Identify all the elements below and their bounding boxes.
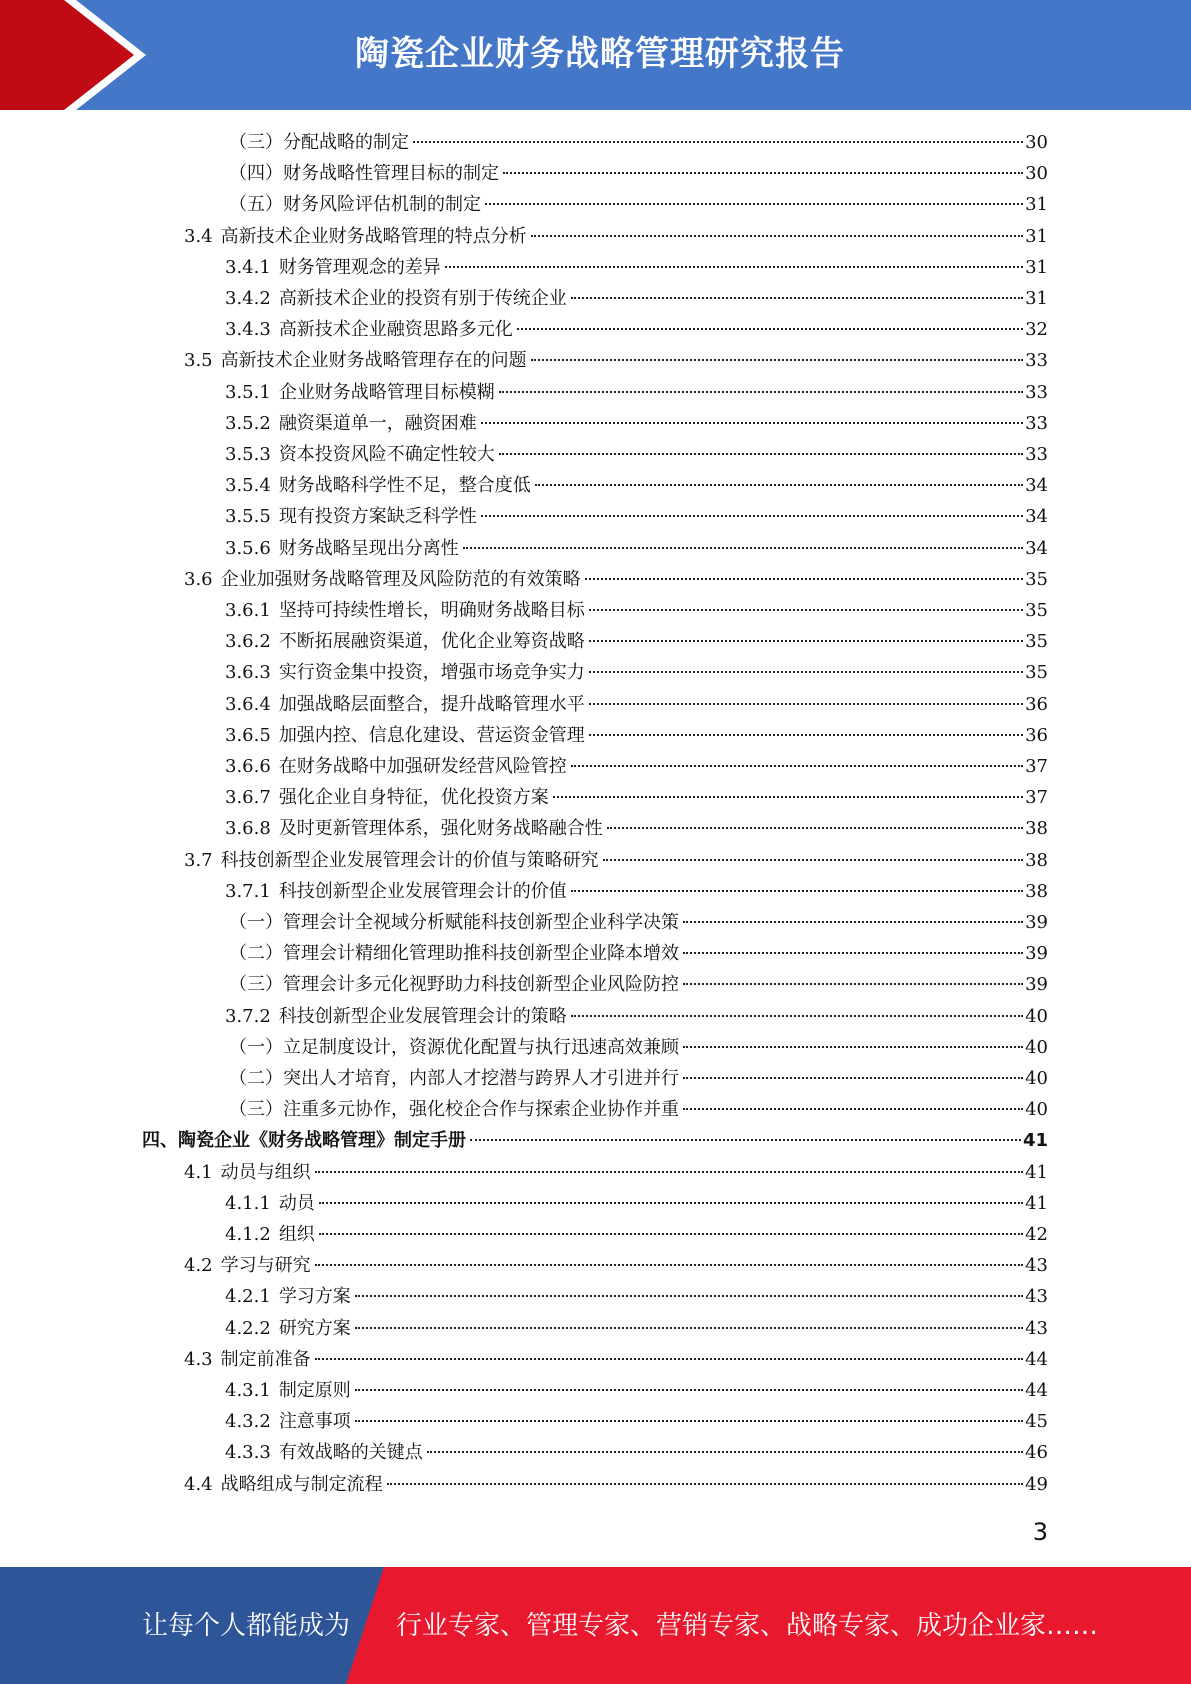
toc-entry[interactable]	[229, 1063, 1048, 1094]
toc-dot-leader	[499, 390, 1023, 393]
toc-entry-number: 4.3.1	[225, 1380, 271, 1401]
toc-entry[interactable]	[229, 907, 1048, 938]
toc-entry-number: 3.4.2	[225, 288, 271, 309]
toc-entry[interactable]	[225, 1281, 1048, 1312]
toc-entry-page: 37	[1025, 756, 1048, 777]
page-header	[0, 0, 1191, 110]
toc-entry-number: 3.7.2	[225, 1005, 271, 1027]
toc-entry-page: 43	[1025, 1317, 1048, 1339]
toc-entry[interactable]	[225, 595, 1048, 626]
toc-entry-page: 44	[1025, 1348, 1048, 1370]
toc-entry-page: 45	[1025, 1411, 1048, 1433]
toc-dot-leader	[585, 577, 1023, 580]
toc-entry[interactable]	[225, 533, 1048, 564]
document-title: 陶瓷企业财务战略管理研究报告	[355, 34, 845, 74]
toc-entry-page: 43	[1025, 1255, 1048, 1277]
toc-dot-leader	[445, 265, 1023, 268]
toc-entry-title: 科技创新型企业发展管理会计的价值	[278, 880, 567, 902]
toc-dot-leader	[481, 514, 1023, 517]
toc-entry-number: 3.5	[184, 350, 213, 372]
toc-dot-leader	[315, 1170, 1023, 1173]
toc-entry-title: 科技创新型企业发展管理会计的策略	[278, 1005, 567, 1027]
toc-entry[interactable]	[225, 283, 1048, 314]
toc-entry-page: 31	[1025, 288, 1048, 309]
toc-entry-number: 3.5.2	[225, 412, 271, 434]
toc-entry-page: 36	[1025, 693, 1048, 715]
toc-entry-number: 4.4	[184, 1473, 213, 1495]
toc-dot-leader	[315, 1357, 1023, 1360]
toc-dot-leader	[683, 1107, 1023, 1110]
toc-entry-title: 及时更新管理体系，强化财务战略融合性	[278, 818, 603, 840]
toc-entry[interactable]	[225, 751, 1048, 782]
toc-entry-title: 研究方案	[278, 1317, 351, 1339]
toc-dot-leader	[683, 920, 1023, 923]
toc-entry[interactable]	[225, 1219, 1048, 1250]
toc-dot-leader	[589, 639, 1023, 642]
toc-entry[interactable]	[225, 1313, 1048, 1344]
toc-entry-title: 学习与研究	[220, 1255, 311, 1277]
toc-entry-title: 制定前准备	[220, 1348, 311, 1370]
toc-entry-title: 高新技术企业的投资有别于传统企业	[278, 288, 567, 309]
toc-dot-leader	[571, 764, 1023, 767]
toc-entry[interactable]	[225, 657, 1048, 688]
toc-entry-page: 40	[1025, 1005, 1048, 1027]
toc-dot-leader	[589, 670, 1023, 673]
toc-entry-page: 31	[1025, 256, 1048, 278]
toc-entry-number: 3.5.6	[225, 537, 271, 559]
toc-dot-leader	[607, 826, 1023, 829]
toc-dot-leader	[571, 889, 1023, 892]
toc-entry-page: 32	[1025, 319, 1048, 341]
toc-entry-number: 3.4.3	[225, 319, 271, 341]
toc-entry-number: 4.1.2	[225, 1224, 271, 1245]
toc-entry-number: 3.6.2	[225, 631, 271, 653]
toc-entry-number: 3.5.4	[225, 475, 271, 497]
toc-entry-title: 动员	[278, 1192, 315, 1214]
toc-entry-page: 36	[1025, 724, 1048, 746]
toc-entry-number: 3.6.8	[225, 818, 271, 840]
toc-entry-number: 3.5.1	[225, 381, 271, 403]
toc-dot-leader	[463, 546, 1023, 549]
toc-entry-title: 四、陶瓷企业《财务战略管理》制定手册	[142, 1130, 466, 1152]
toc-entry[interactable]	[225, 720, 1048, 751]
toc-entry-title: 现有投资方案缺乏科学性	[278, 506, 477, 528]
toc-entry-page: 31	[1025, 194, 1048, 216]
toc-entry-title: （三）注重多元协作，强化校企合作与探索企业协作并重	[229, 1099, 679, 1121]
toc-entry-title: （五）财务风险评估机制的制定	[229, 194, 481, 216]
toc-entry[interactable]	[225, 689, 1048, 720]
toc-dot-leader	[535, 483, 1023, 486]
toc-entry-title: 财务战略科学性不足，整合度低	[278, 475, 531, 497]
toc-entry-number: 4.2.1	[225, 1286, 271, 1308]
toc-dot-leader	[589, 702, 1023, 705]
toc-entry-title: （二）突出人才培育，内部人才挖潜与跨界人才引进并行	[229, 1068, 679, 1089]
toc-entry-number: 4.3	[184, 1348, 213, 1370]
toc-entry-title: 高新技术企业财务战略管理的特点分析	[220, 225, 527, 247]
toc-dot-leader	[553, 795, 1023, 798]
toc-entry-page: 41	[1025, 1192, 1048, 1214]
toc-entry-title: 财务战略呈现出分离性	[278, 537, 459, 559]
toc-entry[interactable]	[225, 408, 1048, 439]
toc-entry-number: 4.1	[184, 1161, 213, 1183]
toc-dot-leader	[319, 1201, 1023, 1204]
toc-entry[interactable]	[225, 1375, 1048, 1406]
toc-entry-page: 30	[1025, 132, 1048, 153]
page-footer	[0, 1567, 1191, 1684]
toc-entry-title: 高新技术企业融资思路多元化	[278, 319, 513, 341]
toc-entry-page: 42	[1025, 1224, 1048, 1245]
toc-entry-number: 3.6.7	[225, 787, 271, 809]
toc-entry-page: 40	[1025, 1068, 1048, 1089]
toc-dot-leader	[517, 327, 1023, 330]
toc-entry[interactable]	[184, 1344, 1048, 1375]
toc-entry-title: 不断拓展融资渠道，优化企业筹资战略	[278, 631, 585, 653]
toc-entry-page: 49	[1025, 1473, 1048, 1495]
toc-entry[interactable]	[225, 470, 1048, 501]
toc-entry[interactable]	[184, 1157, 1048, 1188]
toc-dot-leader	[470, 1138, 1021, 1141]
toc-dot-leader	[413, 140, 1023, 143]
toc-entry-title: 制定原则	[278, 1380, 351, 1401]
toc-entry-title: 企业加强财务战略管理及风险防范的有效策略	[220, 568, 581, 590]
toc-entry[interactable]	[225, 252, 1048, 283]
toc-entry[interactable]	[225, 782, 1048, 813]
toc-entry-page: 35	[1025, 568, 1048, 590]
toc-entry-title: 学习方案	[278, 1286, 351, 1308]
toc-entry-number: 3.4.1	[225, 256, 271, 278]
toc-entry[interactable]	[225, 813, 1048, 844]
toc-entry-title: 组织	[278, 1224, 315, 1245]
toc-dot-leader	[531, 358, 1023, 361]
toc-entry-page: 41	[1022, 1130, 1048, 1152]
page-number: 3	[1032, 1518, 1048, 1546]
toc-dot-leader	[571, 1014, 1023, 1017]
toc-entry[interactable]	[184, 221, 1048, 252]
toc-entry[interactable]	[229, 1032, 1048, 1063]
toc-entry-page: 40	[1025, 1099, 1048, 1121]
toc-entry[interactable]	[225, 314, 1048, 345]
toc-entry[interactable]	[225, 439, 1048, 470]
toc-entry-title: （三）分配战略的制定	[229, 132, 409, 153]
toc-entry[interactable]	[229, 127, 1048, 158]
toc-entry[interactable]	[225, 1437, 1048, 1468]
toc-entry-page: 33	[1025, 444, 1048, 465]
toc-entry-number: 3.6	[184, 568, 213, 590]
toc-entry-title: （一）立足制度设计，资源优化配置与执行迅速高效兼顾	[229, 1036, 679, 1058]
toc-entry-number: 3.4	[184, 225, 213, 247]
toc-entry-page: 41	[1025, 1161, 1048, 1183]
toc-entry-title: 强化企业自身特征，优化投资方案	[278, 787, 549, 809]
toc-dot-leader	[355, 1419, 1023, 1422]
toc-entry-title: 融资渠道单一，融资困难	[278, 412, 477, 434]
toc-dot-leader	[683, 1076, 1023, 1079]
toc-dot-leader	[315, 1263, 1023, 1266]
toc-entry-page: 38	[1025, 880, 1048, 902]
toc-dot-leader	[355, 1388, 1023, 1391]
toc-entry-title: 动员与组织	[220, 1161, 311, 1183]
toc-entry-title: （一）管理会计全视域分析赋能科技创新型企业科学决策	[229, 912, 679, 933]
toc-entry[interactable]	[184, 1469, 1048, 1500]
toc-entry-page: 33	[1025, 350, 1048, 372]
toc-entry-number: 3.5.5	[225, 506, 271, 528]
toc-dot-leader	[319, 1232, 1023, 1235]
toc-entry[interactable]	[225, 377, 1048, 408]
toc-entry-page: 34	[1025, 537, 1048, 559]
footer-slogan-right: 行业专家、管理专家、营销专家、战略专家、成功企业家……	[396, 1611, 1099, 1641]
toc-entry-number: 3.6.1	[225, 600, 271, 621]
toc-entry-title: 坚持可持续性增长，明确财务战略目标	[278, 600, 585, 621]
header-arrow-decoration	[0, 0, 160, 110]
toc-entry-title: 财务管理观念的差异	[278, 256, 441, 278]
toc-entry-page: 33	[1025, 412, 1048, 434]
toc-entry-page: 35	[1025, 631, 1048, 653]
toc-dot-leader	[485, 202, 1023, 205]
toc-entry-title: 在财务战略中加强研发经营风险管控	[278, 756, 567, 777]
toc-entry-title: 资本投资风险不确定性较大	[278, 444, 495, 465]
toc-dot-leader	[355, 1294, 1023, 1297]
toc-entry[interactable]	[229, 158, 1048, 189]
toc-entry-page: 39	[1025, 974, 1048, 996]
toc-entry-page: 34	[1025, 475, 1048, 497]
toc-entry[interactable]	[225, 501, 1048, 532]
toc-dot-leader	[503, 171, 1023, 174]
toc-entry-title: 科技创新型企业发展管理会计的价值与策略研究	[220, 849, 599, 871]
toc-dot-leader	[355, 1326, 1023, 1329]
toc-entry-title: 实行资金集中投资，增强市场竞争实力	[278, 662, 585, 684]
toc-entry[interactable]	[229, 1094, 1048, 1125]
toc-dot-leader	[481, 421, 1023, 424]
toc-entry-number: 3.7.1	[225, 880, 271, 902]
toc-entry-page: 31	[1025, 225, 1048, 247]
toc-entry-page: 35	[1025, 662, 1048, 684]
toc-entry[interactable]	[184, 1250, 1048, 1281]
toc-dot-leader	[571, 296, 1023, 299]
toc-dot-leader	[531, 234, 1023, 237]
toc-dot-leader	[603, 858, 1023, 861]
toc-entry-title: （三）管理会计多元化视野助力科技创新型企业风险防控	[229, 974, 679, 996]
toc-entry-number: 3.6.4	[225, 693, 271, 715]
toc-entry[interactable]	[229, 189, 1048, 220]
toc-entry-number: 3.6.5	[225, 724, 271, 746]
toc-entry[interactable]	[184, 345, 1048, 376]
toc-dot-leader	[387, 1482, 1023, 1485]
toc-entry-number: 4.2.2	[225, 1317, 271, 1339]
toc-dot-leader	[427, 1450, 1023, 1453]
toc-entry-number: 3.5.3	[225, 444, 271, 465]
toc-entry-number: 3.6.6	[225, 756, 271, 777]
toc-entry[interactable]	[225, 876, 1048, 907]
toc-entry-page: 38	[1025, 849, 1048, 871]
toc-entry-page: 30	[1025, 163, 1048, 185]
toc-entry[interactable]	[184, 845, 1048, 876]
toc-entry-page: 35	[1025, 600, 1048, 621]
toc-entry-title: 加强战略层面整合，提升战略管理水平	[278, 693, 585, 715]
toc-entry-page: 40	[1025, 1036, 1048, 1058]
toc-entry-number: 4.1.1	[225, 1192, 271, 1214]
toc-entry-number: 4.3.3	[225, 1442, 271, 1464]
toc-dot-leader	[683, 982, 1023, 985]
toc-entry-title: 战略组成与制定流程	[220, 1473, 383, 1495]
toc-entry-page: 39	[1025, 943, 1048, 965]
toc-entry-title: 高新技术企业财务战略管理存在的问题	[220, 350, 527, 372]
toc-entry-title: 企业财务战略管理目标模糊	[278, 381, 495, 403]
toc-entry-title: 注意事项	[278, 1411, 351, 1433]
toc-dot-leader	[589, 733, 1023, 736]
toc-entry-page: 38	[1025, 818, 1048, 840]
toc-entry-number: 4.3.2	[225, 1411, 271, 1433]
toc-entry-number: 3.7	[184, 849, 213, 871]
toc-dot-leader	[499, 452, 1023, 455]
toc-entry-title: 加强内控、信息化建设、营运资金管理	[278, 724, 585, 746]
toc-entry-number: 4.2	[184, 1255, 213, 1277]
footer-slogan-left: 让每个人都能成为	[142, 1611, 351, 1641]
toc-entry-title: （四）财务战略性管理目标的制定	[229, 163, 499, 185]
toc-entry-title: （二）管理会计精细化管理助推科技创新型企业降本增效	[229, 943, 679, 965]
toc-dot-leader	[683, 1045, 1023, 1048]
toc-entry-title: 有效战略的关键点	[278, 1442, 423, 1464]
toc-entry[interactable]	[229, 969, 1048, 1000]
toc-entry-page: 33	[1025, 381, 1048, 403]
toc-entry-page: 44	[1025, 1380, 1048, 1401]
toc-entry[interactable]	[225, 1188, 1048, 1219]
toc-entry-page: 34	[1025, 506, 1048, 528]
toc-entry[interactable]	[225, 626, 1048, 657]
toc-entry-number: 3.6.3	[225, 662, 271, 684]
toc-entry[interactable]	[229, 938, 1048, 969]
toc-dot-leader	[589, 608, 1023, 611]
toc-entry-page: 46	[1025, 1442, 1048, 1464]
toc-dot-leader	[683, 951, 1023, 954]
toc-entry[interactable]	[142, 1125, 1048, 1156]
toc-entry[interactable]	[184, 564, 1048, 595]
toc-entry-page: 43	[1025, 1286, 1048, 1308]
toc-entry[interactable]	[225, 1001, 1048, 1032]
toc-entry[interactable]	[225, 1406, 1048, 1437]
toc-entry-page: 37	[1025, 787, 1048, 809]
toc-entry-page: 39	[1025, 912, 1048, 933]
